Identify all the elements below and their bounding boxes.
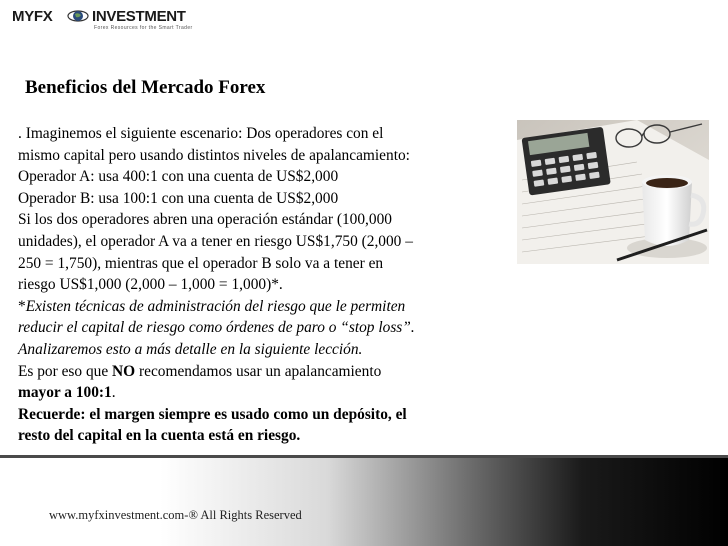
body-line-bold: Recuerde: el margen siempre es usado como un depósito, el: [18, 405, 407, 423]
text-segment: .: [111, 384, 116, 402]
logo-tagline: Forex Resources for the Smart Trader: [94, 25, 193, 31]
body-line-note: Analizaremos esto a más detalle en la siguiente lección.: [18, 340, 363, 358]
slide-body: [18, 123, 510, 447]
body-line: . Imaginemos el siguiente escenario: Dos operadores con el: [18, 125, 384, 142]
body-line-bold: resto del capital en la cuenta está en riesgo.: [18, 427, 301, 445]
slide-title: Beneficios del Mercado Forex: [25, 77, 266, 98]
logo-text-investment: INVESTMENT: [92, 8, 186, 25]
body-line: riesgo US$1,000 (2,000 – 1,000 = 1,000)*.: [18, 276, 283, 294]
emphasis-no: NO: [112, 362, 136, 380]
body-line: mismo capital pero usando distintos niveles de apalancamiento:: [18, 146, 410, 164]
body-line: [18, 361, 510, 383]
body-line: Operador A: usa 400:1 con una cuenta de US$2,000: [18, 168, 339, 186]
body-line: [18, 382, 510, 404]
logo-text-myfx: MYFX: [12, 8, 53, 25]
company-logo: [12, 6, 193, 32]
globe-icon: [67, 7, 89, 25]
body-line: Si los dos operadores abren una operación estándar (100,000: [18, 211, 392, 229]
body-line: Operador B: usa 100:1 con una cuenta de US$2,000: [18, 189, 339, 207]
note-text: Existen técnicas de administración del riesgo que le permiten: [25, 297, 406, 315]
asterisk: *: [18, 297, 26, 315]
text-segment: recomendamos usar un apalancamiento: [135, 362, 382, 380]
footer-copyright: www.myfxinvestment.com-® All Rights Reserved: [49, 508, 302, 522]
emphasis-ratio: mayor a 100:1: [18, 384, 112, 402]
body-line: 250 = 1,750), mientras que el operador B solo va a tener en: [18, 254, 384, 272]
text-segment: Es por eso que: [18, 362, 113, 380]
body-line-note: [18, 296, 510, 318]
footer-band: [0, 458, 728, 546]
calculator-coffee-photo: [517, 120, 709, 264]
body-line-note: reducir el capital de riesgo como órdenes de paro o “stop loss”.: [18, 319, 415, 337]
body-line: unidades), el operador A va a tener en riesgo US$1,750 (2,000 –: [18, 232, 413, 250]
